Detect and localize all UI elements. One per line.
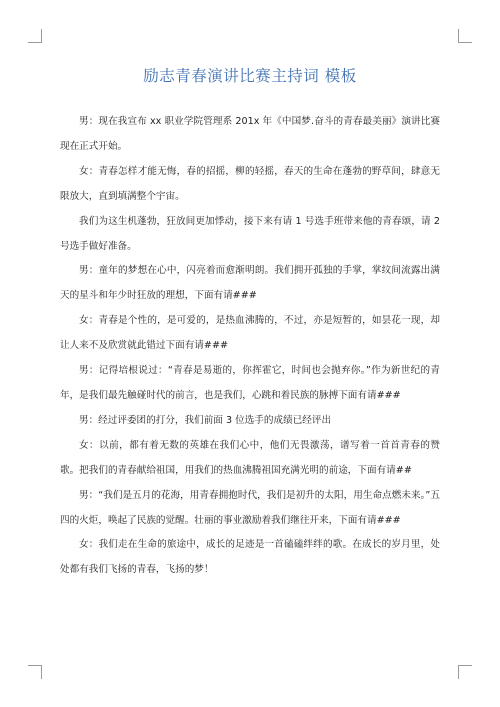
- crop-mark-bottom-right-h: [458, 665, 472, 666]
- crop-mark-top-left-h: [28, 42, 42, 43]
- paragraph: 女：我们走在生命的旅途中，成长的足迹是一首磕磕绊绊的歌。在成长的岁月里，处处都有我们飞扬的青春，飞扬的梦！: [60, 539, 440, 576]
- paragraph: 男：记得培根说过：“青春是易逝的，你挥霍它，时间也会抛弃你。”作为新世纪的青年，是我们最先触碰时代的前言，也是我们，心跳和着民族的脉搏下面有请###: [60, 365, 440, 401]
- paragraph: 女：青春是个性的，是可爱的，是热血沸腾的，不过，亦是短暂的，如昙花一现，却让人来不及欣赏就此错过下面有请###: [60, 315, 440, 352]
- document-body: [60, 110, 440, 583]
- crop-mark-bottom-right-v: [458, 665, 459, 679]
- crop-mark-bottom-left-v: [41, 665, 42, 679]
- paragraph: 我们为这生机蓬勃，狂放间更加悸动，接下来有请 1 号选手班带来他的青春颂，请 2 号选手做好准备。: [60, 215, 440, 252]
- paragraph: 男：“我们是五月的花海，用青春拥抱时代，我们是初升的太阳，用生命点燃未来。”五四的火炬，唤起了民族的觉醒。壮丽的事业激励着我们继往开来，下面有请###: [60, 489, 440, 526]
- crop-mark-top-left-v: [41, 29, 42, 43]
- paragraph: 女：青春怎样才能无悔，春的招摇，柳的轻摇，春天的生命在蓬勃的野草间，肆意无限放大，直到填满整个宇宙。: [60, 165, 440, 202]
- crop-mark-bottom-left-h: [28, 665, 42, 666]
- document-title: 励志青春演讲比赛主持词 模板: [143, 67, 357, 85]
- paragraph: 男：经过评委团的打分，我们前面 3 位选手的成绩已经评出: [79, 414, 332, 426]
- paragraph: 女：以前，都有着无数的英雄在我们心中，他们无畏激荡，谱写着一首首青春的赞歌。把我们的青春献给祖国，用我们的热血沸腾祖国充满光明的前途，下面有请##: [60, 439, 440, 476]
- crop-mark-top-right-h: [458, 42, 472, 43]
- paragraph: 男：童年的梦想在心中，闪亮着而愈渐明朗。我们拥开孤独的手掌，掌纹间流露出满天的星斗和年少时狂放的理想，下面有请###: [60, 265, 440, 302]
- crop-mark-top-right-v: [458, 29, 459, 43]
- paragraph: 男：现在我宣布 xx 职业学院管理系 201x 年《中国梦.奋斗的青春最美丽》演讲比赛现在正式开始。: [60, 116, 440, 152]
